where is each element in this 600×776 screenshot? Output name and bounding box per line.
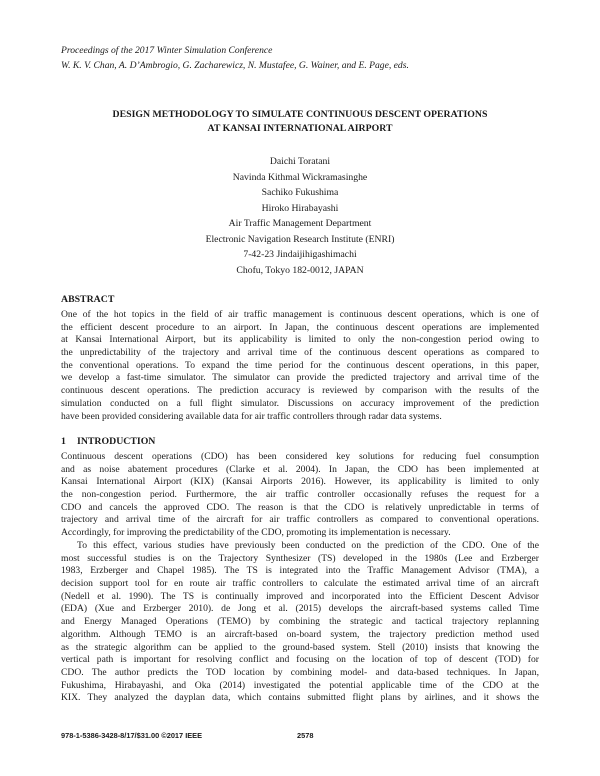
author-list	[0, 154, 600, 216]
affiliation-line: 7-42-23 Jindaijihigashimachi	[243, 249, 357, 260]
body-line: KIX. They analyzed the dayplan data, which contains submitted flight plans by airlines, and it shows the	[61, 692, 539, 704]
author-name: Sachiko Fukushima	[261, 187, 339, 198]
abstract-line: the conventional operations. To expand the time period for the continuous descent operations, in this paper,	[61, 359, 539, 371]
abstract-line: we develop a fast-time simulator. The simulator can provide the predicted trajectory and arrival time of the	[61, 372, 539, 384]
affiliation-line: Air Traffic Management Department	[228, 218, 372, 229]
isbn-copyright: 978-1-5386-3428-8/17/$31.00 ©2017 IEEE	[61, 731, 203, 740]
body-line: Fukushima, Hirabayashi, and Oka (2014) investigated the potential applicable time of the CDO at the	[61, 679, 539, 691]
body-line: To this effect, various studies have previously been conducted on the prediction of the CDO. One of the	[77, 540, 539, 551]
abstract-line: One of the hot topics in the field of air traffic management is continuous descent operations, which is one of	[61, 309, 539, 320]
page-number: 2578	[297, 731, 314, 740]
section-number: 1	[61, 436, 66, 447]
body-line: Continuous descent operations (CDO) has been considered key solutions for reducing fuel consumption	[61, 451, 539, 462]
section-title: INTRODUCTION	[77, 436, 156, 447]
proceedings-editors: W. K. V. Chan, A. D’Ambrogio, G. Zacharewicz, N. Mustafee, G. Wainer, and E. Page, eds.	[61, 60, 409, 71]
abstract-line: have been provided considering available data for air traffic controllers through radar data systems.	[61, 410, 442, 422]
proceedings-title: Proceedings of the 2017 Winter Simulation Conference	[61, 45, 273, 56]
body-line: most successful studies is on the Trajectory Synthesizer (TS) developed in the 1980s (Lee and Erzberger	[61, 552, 539, 564]
paper-title-line-2: AT KANSAI INTERNATIONAL AIRPORT	[207, 123, 393, 134]
body-line: algorithm. Although TEMO is an aircraft-based on-board system, the trajectory prediction method used	[61, 628, 539, 640]
body-line: as the strategic algorithm can be applied to the ground-based system. Stell (2010) insists that knowing the	[61, 641, 539, 653]
body-line: Accordingly, for improving the predictability of the CDO, promoting its implementation is necessary.	[61, 527, 451, 539]
section-heading-introduction	[61, 436, 155, 447]
abstract-body	[61, 309, 539, 423]
proceedings-header	[61, 43, 561, 73]
body-line: Kansai International Airport (KIX) (Kansai Airports 2016). However, its applicability is limited to only	[61, 476, 539, 488]
body-line: (EDA) (Xue and Erzberger 2010). de Jong et al. (2015) develops the aircraft-based systems called Time	[61, 603, 539, 615]
affiliation-line: Electronic Navigation Research Institute (ENRI)	[205, 233, 395, 245]
body-line: vertical path is important for resolving conflict and focusing on the location of top of descent (TOD) for	[61, 654, 539, 666]
author-name: Daichi Toratani	[269, 156, 331, 167]
body-line: (Nedell et al. 1990). The TS is continually improved and incorporated into the Efficient Descent Advisor	[61, 590, 539, 602]
author-name: Navinda Kithmal Wickramasinghe	[232, 171, 368, 183]
paper-title	[40, 108, 560, 136]
introduction-paragraph-1	[61, 451, 539, 540]
body-line: 1983, Erzberger and Chapel 1985). The TS is integrated into the Traffic Management Advisor (TMA), a	[61, 565, 539, 577]
body-line: decision support tool for en route air traffic controllers to calculate the estimated arrival time of an aircraft	[61, 578, 539, 590]
introduction-paragraph-2	[61, 540, 539, 705]
body-line: and as noise abatement procedures (Clarke et al. 2004). In Japan, the CDO has been implemented at	[61, 463, 539, 475]
body-line: the non-congestion period. Furthermore, the air traffic controller occasionally refuses the request for a	[61, 489, 539, 501]
affiliation-block	[0, 216, 600, 278]
abstract-heading: ABSTRACT	[61, 294, 115, 305]
body-line: CDO and cancels the approved CDO. The reason is that the CDO is relatively unpredictable in terms of	[61, 501, 539, 513]
abstract-line: simulation conducted on a full flight simulator. Discussions on accuracy improvement of the prediction	[61, 397, 539, 409]
abstract-line: at Kansai International Airport, but its applicability is limited to only the non-congestion period owing to	[61, 334, 539, 346]
abstract-line: continuous descent operations. The prediction accuracy is reviewed by comparison with the results of the	[61, 385, 539, 397]
paper-title-line-1: DESIGN METHODOLOGY TO SIMULATE CONTINUOUS DESCENT OPERATIONS	[112, 109, 488, 120]
abstract-line: the unpredictability of the trajectory and arrival time of the continuous descent operations as compared to	[61, 347, 539, 359]
affiliation-line: Chofu, Tokyo 182-0012, JAPAN	[236, 264, 364, 276]
body-line: trajectory and arrival time of the aircraft for air traffic controllers as compared to conventional operations.	[61, 514, 539, 526]
abstract-line: the efficient descent procedure to an airport. In Japan, the continuous descent operations are implemented	[61, 321, 539, 333]
body-line: CDO. The author predicts the TOD location by combining model- and data-based techniques. In Japan,	[61, 666, 539, 678]
author-name: Hiroko Hirabayashi	[261, 202, 339, 214]
body-line: and Energy Managed Operations (TEMO) by combining the strategic and tactical trajectory replanning	[61, 616, 539, 628]
